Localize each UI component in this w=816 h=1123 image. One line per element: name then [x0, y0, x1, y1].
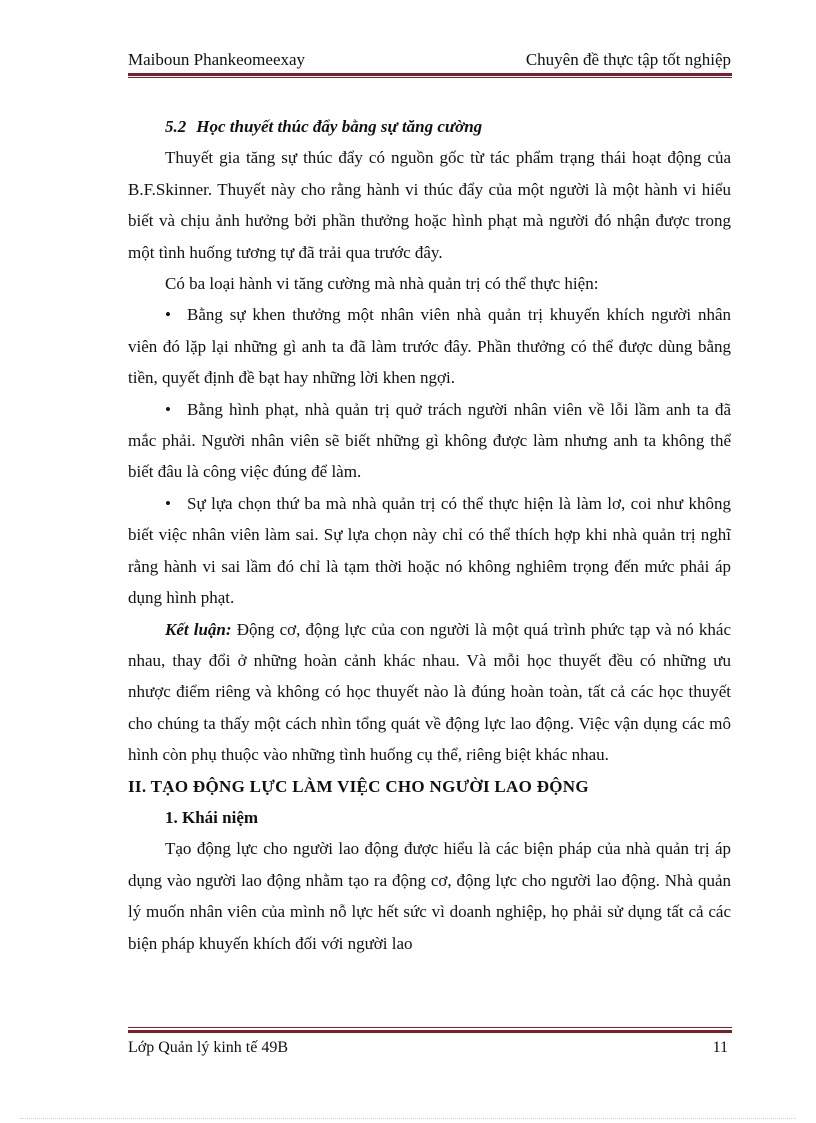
- paragraph: Có ba loại hành vi tăng cường mà nhà quản trị có thể thực hiện:: [165, 274, 599, 294]
- section-number: 5.2: [165, 117, 187, 136]
- header-title: Chuyên đề thực tập tốt nghiệp: [525, 50, 731, 69]
- subsection-heading: 1. Khái niệm: [165, 807, 259, 827]
- page-header: [128, 49, 731, 71]
- footer-class-name: Lớp Quản lý kinh tế 49B: [128, 1039, 288, 1056]
- header-rule-thick: [128, 73, 732, 76]
- page-number: 11: [712, 1039, 728, 1056]
- bullet-text: Bằng hình phạt, nhà quản trị quở trách người nhân viên về lỗi lầm anh ta đã mắc phải. Người nhân viên sẽ biết những gì không được làm nhưng anh ta không thể biết đâu là công việc đúng để làm.: [128, 399, 731, 482]
- header-author: Maiboun Phankeomeexay: [128, 50, 306, 69]
- conclusion-label: Kết luận:: [165, 619, 232, 639]
- bullet-text: Sự lựa chọn thứ ba mà nhà quản trị có thể thực hiện là làm lơ, coi như không biết việc nhân viên làm sai. Sự lựa chọn này chỉ có thể thích hợp khi nhà quản trị nghĩ rằng hành vi sai lầm đó chỉ là tạm thời hoặc nó không nghiêm trọng đến mức phải áp dụng hình phạt.: [128, 493, 731, 608]
- bullet-icon: •: [165, 305, 171, 325]
- page-edge-divider: [20, 1118, 796, 1119]
- conclusion-paragraph: [128, 614, 731, 771]
- bullet-item: [128, 394, 731, 488]
- bullet-item: [128, 488, 731, 614]
- bullet-text: Bằng sự khen thưởng một nhân viên nhà quản trị khuyến khích người nhân viên đó lặp lại những gì anh ta đã làm trước đây. Phần thưởng có thể được dùng bằng tiền, quyết định đề bạt hay những lời khen ngợi.: [128, 305, 731, 388]
- section-heading: [128, 111, 731, 142]
- footer-rule-thick: [128, 1030, 732, 1033]
- page-footer: [128, 1037, 731, 1059]
- bullet-icon: •: [165, 399, 171, 419]
- conclusion-text: Động cơ, động lực của con người là một quá trình phức tạp và nó khác nhau, thay đổi ở những hoàn cảnh khác nhau. Và mỗi học thuyết đều có những ưu nhược điểm riêng và không có học thuyết nào là đúng hoàn toàn, tất cả các học thuyết cho chúng ta thấy một cách nhìn tổng quát về động lực lao động. Việc vận dụng các mô hình còn phụ thuộc vào những tình huống cụ thể, riêng biệt khác nhau.: [128, 619, 731, 765]
- chapter-heading: II. TẠO ĐỘNG LỰC LÀM VIỆC CHO NGƯỜI LAO ĐỘNG: [128, 776, 589, 796]
- footer-rule-thin: [128, 1027, 732, 1028]
- bullet-item: [128, 299, 731, 393]
- section-title: Học thuyết thúc đẩy bằng sự tăng cường: [196, 117, 483, 136]
- paragraph: Tạo động lực cho người lao động được hiểu là các biện pháp của nhà quản trị áp dụng vào người lao động nhằm tạo ra động cơ, động lực cho người lao động. Nhà quản lý muốn nhân viên của mình nỗ lực hết sức vì doanh nghiệp, họ phải sử dụng tất cả các biện pháp khuyến khích đối với người lao: [128, 839, 731, 953]
- paragraph: Thuyết gia tăng sự thúc đẩy có nguồn gốc từ tác phẩm trạng thái hoạt động của B.F.Skinner. Thuyết này cho rằng hành vi thúc đẩy của một người là một hành vi hiểu biết và chịu ảnh hưởng bởi phần thưởng hoặc hình phạt mà người đó nhận được trong một tình huống tương tự đã trải qua trước đây.: [128, 148, 731, 262]
- page-body: [128, 111, 731, 959]
- bullet-icon: •: [165, 493, 171, 513]
- header-rule-thin: [128, 77, 732, 78]
